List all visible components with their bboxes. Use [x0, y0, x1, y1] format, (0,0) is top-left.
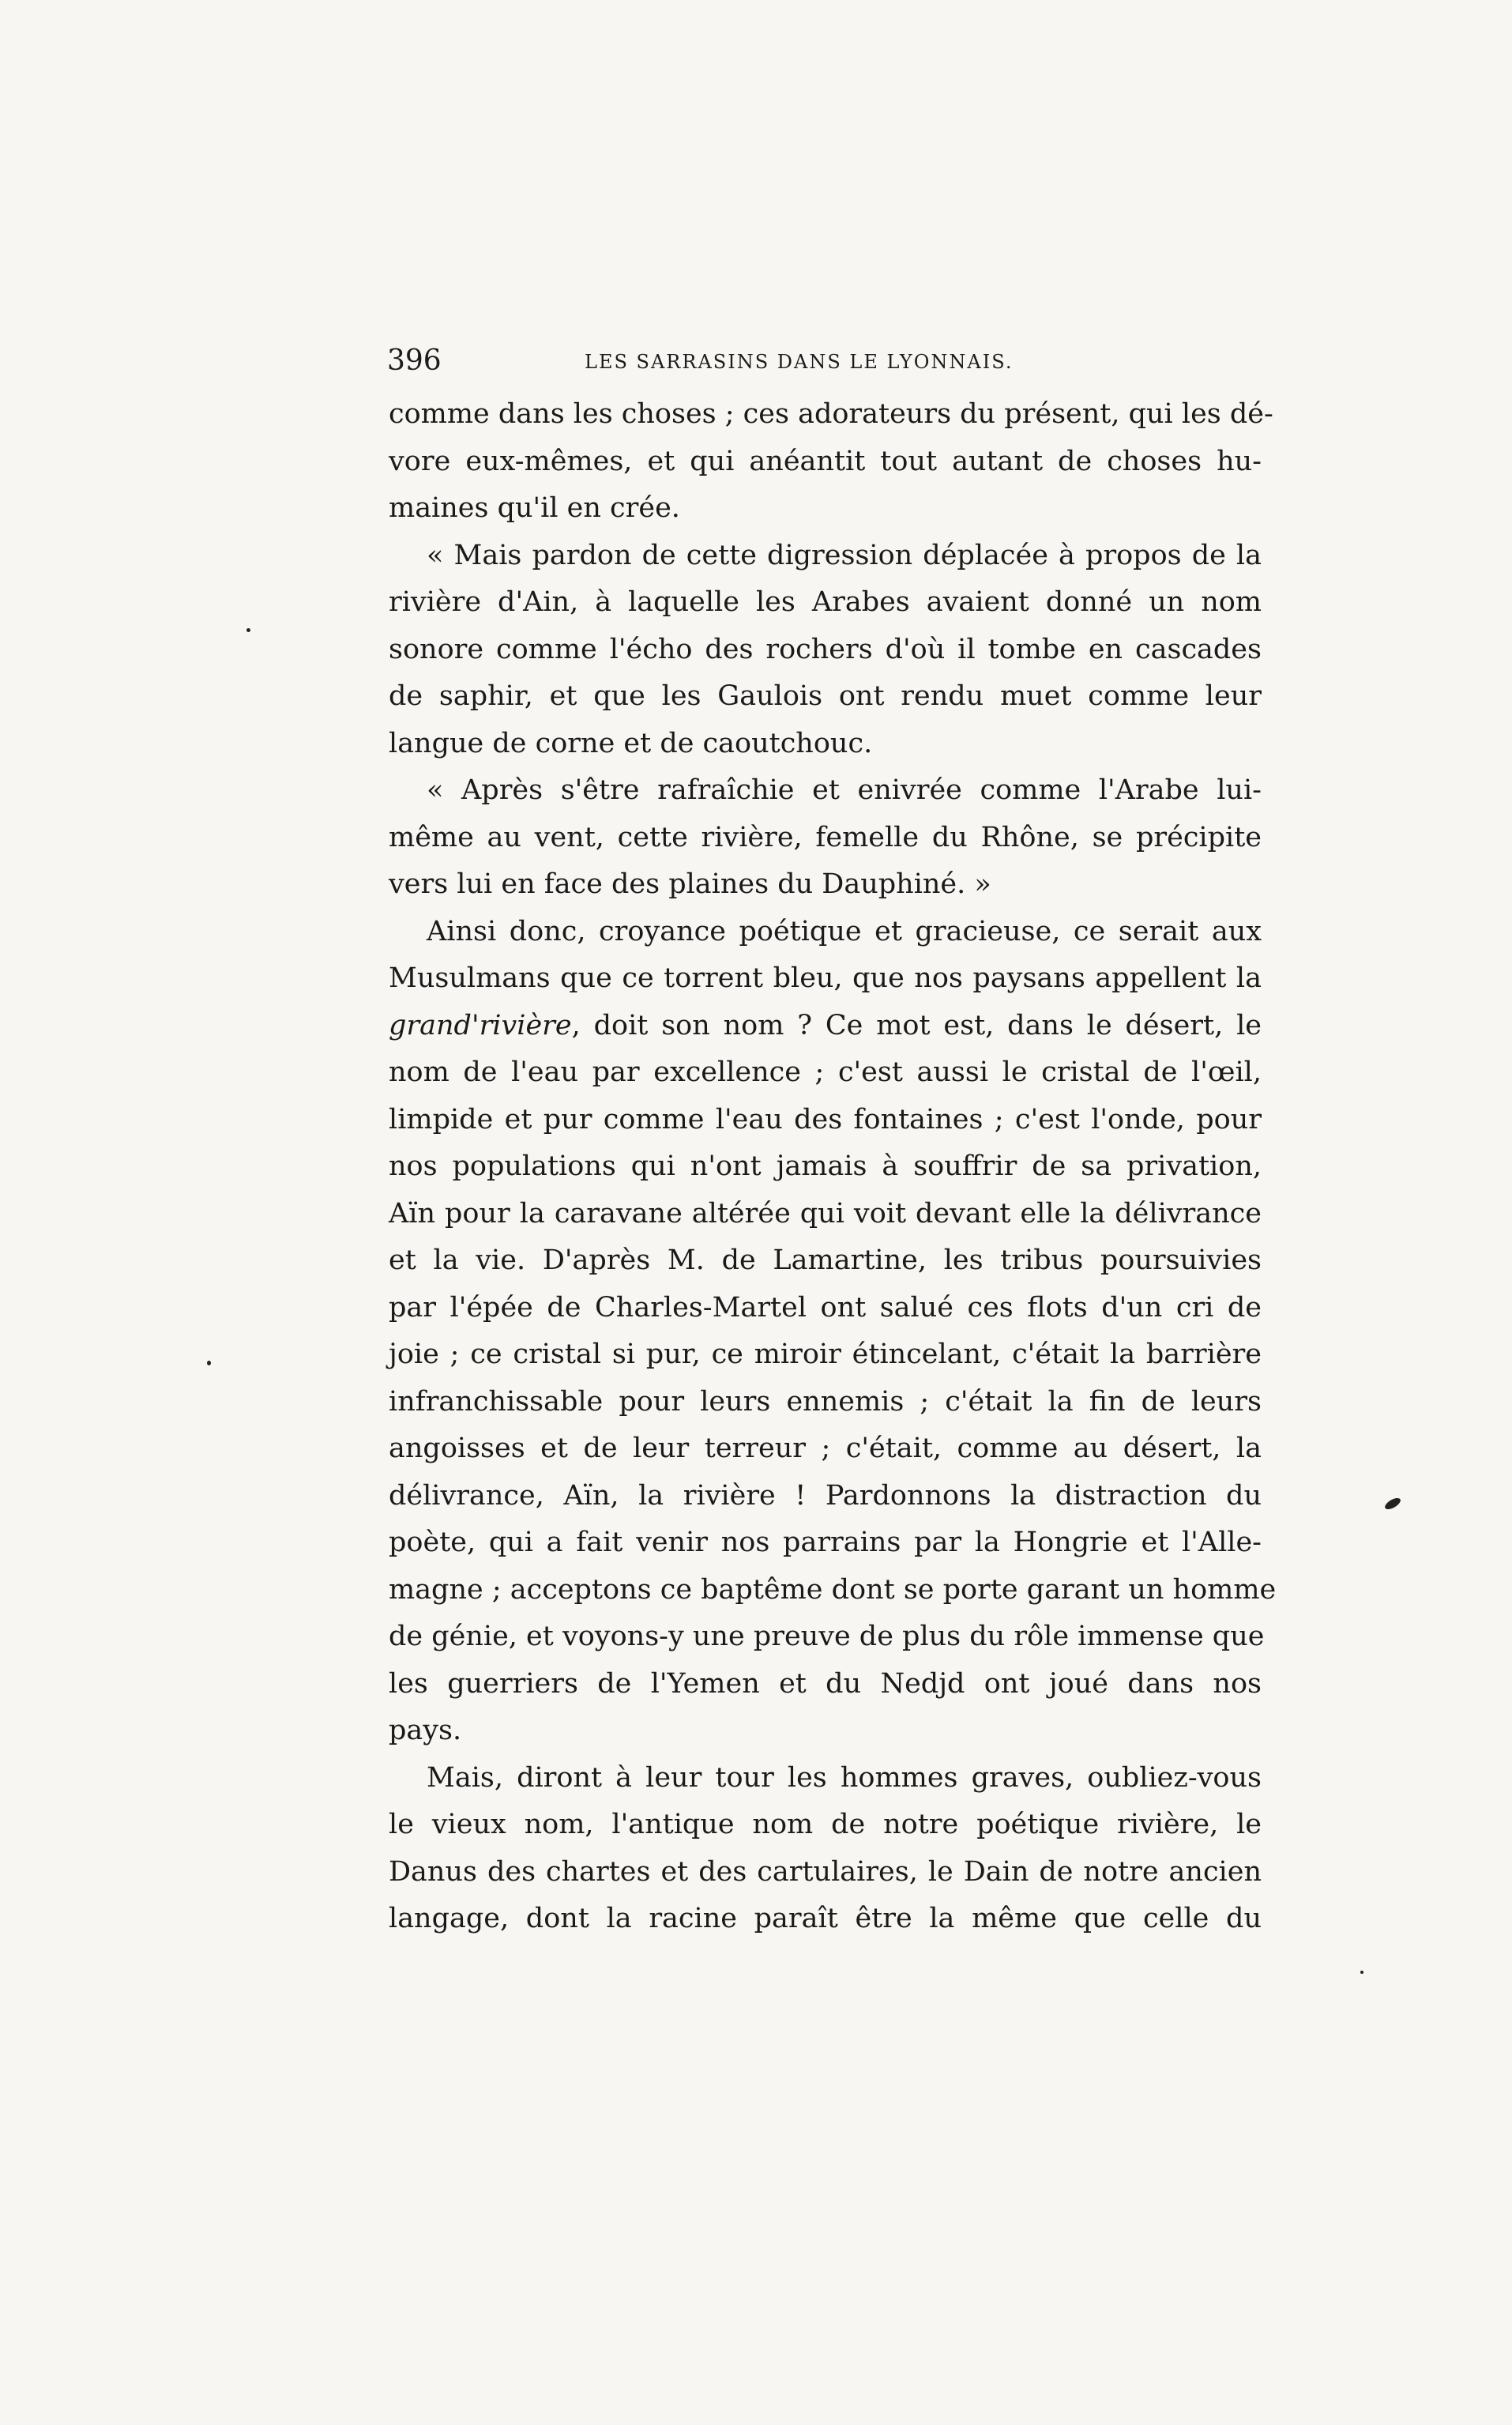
text-line: vers lui en face des plaines du Dauphiné. » [389, 868, 991, 900]
text-line: infranchissable pour leurs ennemis ; c'était la fin de leurs [389, 1385, 1262, 1418]
text-line: Aïn pour la caravane altérée qui voit devant elle la délivrance [389, 1197, 1262, 1229]
text-segment: , doit son nom ? Ce mot est, dans le désert, le [571, 1009, 1262, 1041]
text-line: pays. [389, 1715, 462, 1746]
page-number: 396 [387, 345, 442, 377]
text-line: langage, dont la racine paraît être la même que celle du [389, 1903, 1262, 1934]
text-line: rivière d'Ain, à laquelle les Arabes avaient donné un nom [389, 586, 1262, 618]
text-line: maines qu'il en crée. [389, 492, 680, 524]
text-line: langue de corne et de caoutchouc. [389, 727, 873, 759]
text-line: de génie, et voyons-y une preuve de plus du rôle immense que [389, 1621, 1265, 1652]
body-text [389, 391, 1277, 1943]
scan-speck [1383, 1496, 1402, 1512]
text-line: Danus des chartes et des cartulaires, le Dain de notre ancien [389, 1855, 1262, 1888]
italic-term: grand'rivière [389, 1009, 572, 1041]
text-line: Mais, diront à leur tour les hommes graves, oubliez-vous [427, 1761, 1262, 1794]
text-line: poète, qui a fait venir nos parrains par la Hongrie et l'Alle- [389, 1527, 1262, 1558]
text-line: Ainsi donc, croyance poétique et gracieuse, ce serait aux [427, 915, 1262, 947]
text-line: même au vent, cette rivière, femelle du Rhône, se précipite [389, 821, 1262, 853]
text-line: joie ; ce cristal si pur, ce miroir étincelant, c'était la barrière [389, 1339, 1262, 1370]
text-line: sonore comme l'écho des rochers d'où il tombe en cascades [389, 633, 1262, 665]
scan-speck [246, 628, 250, 632]
text-line: nom de l'eau par excellence ; c'est aussi le cristal de l'œil, [389, 1056, 1262, 1088]
text-line: vore eux-mêmes, et qui anéantit tout autant de choses hu- [389, 445, 1262, 477]
running-title: LES SARRASINS DANS LE LYONNAIS. [585, 351, 1014, 373]
scan-speck [1360, 1971, 1363, 1974]
text-line: par l'épée de Charles-Martel ont salué ces flots d'un cri de [389, 1291, 1262, 1324]
text-line: délivrance, Aïn, la rivière ! Pardonnons la distraction du [389, 1479, 1262, 1512]
text-line: Musulmans que ce torrent bleu, que nos paysans appellent la [389, 962, 1262, 994]
text-line: comme dans les choses ; ces adorateurs du présent, qui les dé- [389, 398, 1273, 430]
page-header [387, 341, 1114, 381]
text-line: nos populations qui n'ont jamais à souffrir de sa privation, [389, 1150, 1262, 1182]
text-line: les guerriers de l'Yemen et du Nedjd ont joué dans nos [389, 1667, 1262, 1700]
text-line: magne ; acceptons ce baptême dont se porte garant un homme [389, 1573, 1277, 1606]
text-line: le vieux nom, l'antique nom de notre poétique rivière, le [389, 1809, 1262, 1840]
text-line: limpide et pur comme l'eau des fontaines ; c'est l'onde, pour [389, 1103, 1262, 1135]
text-line: « Après s'être rafraîchie et enivrée comme l'Arabe lui- [427, 774, 1262, 806]
text-line: de saphir, et que les Gaulois ont rendu muet comme leur [389, 680, 1262, 712]
text-line: « Mais pardon de cette digression déplacée à propos de la [427, 539, 1262, 571]
text-line: angoisses et de leur terreur ; c'était, comme au désert, la [389, 1433, 1262, 1464]
text-line: et la vie. D'après M. de Lamartine, les tribus poursuivies [389, 1245, 1262, 1276]
text-line-mixed [389, 1003, 1262, 1050]
scan-speck [207, 1361, 211, 1365]
